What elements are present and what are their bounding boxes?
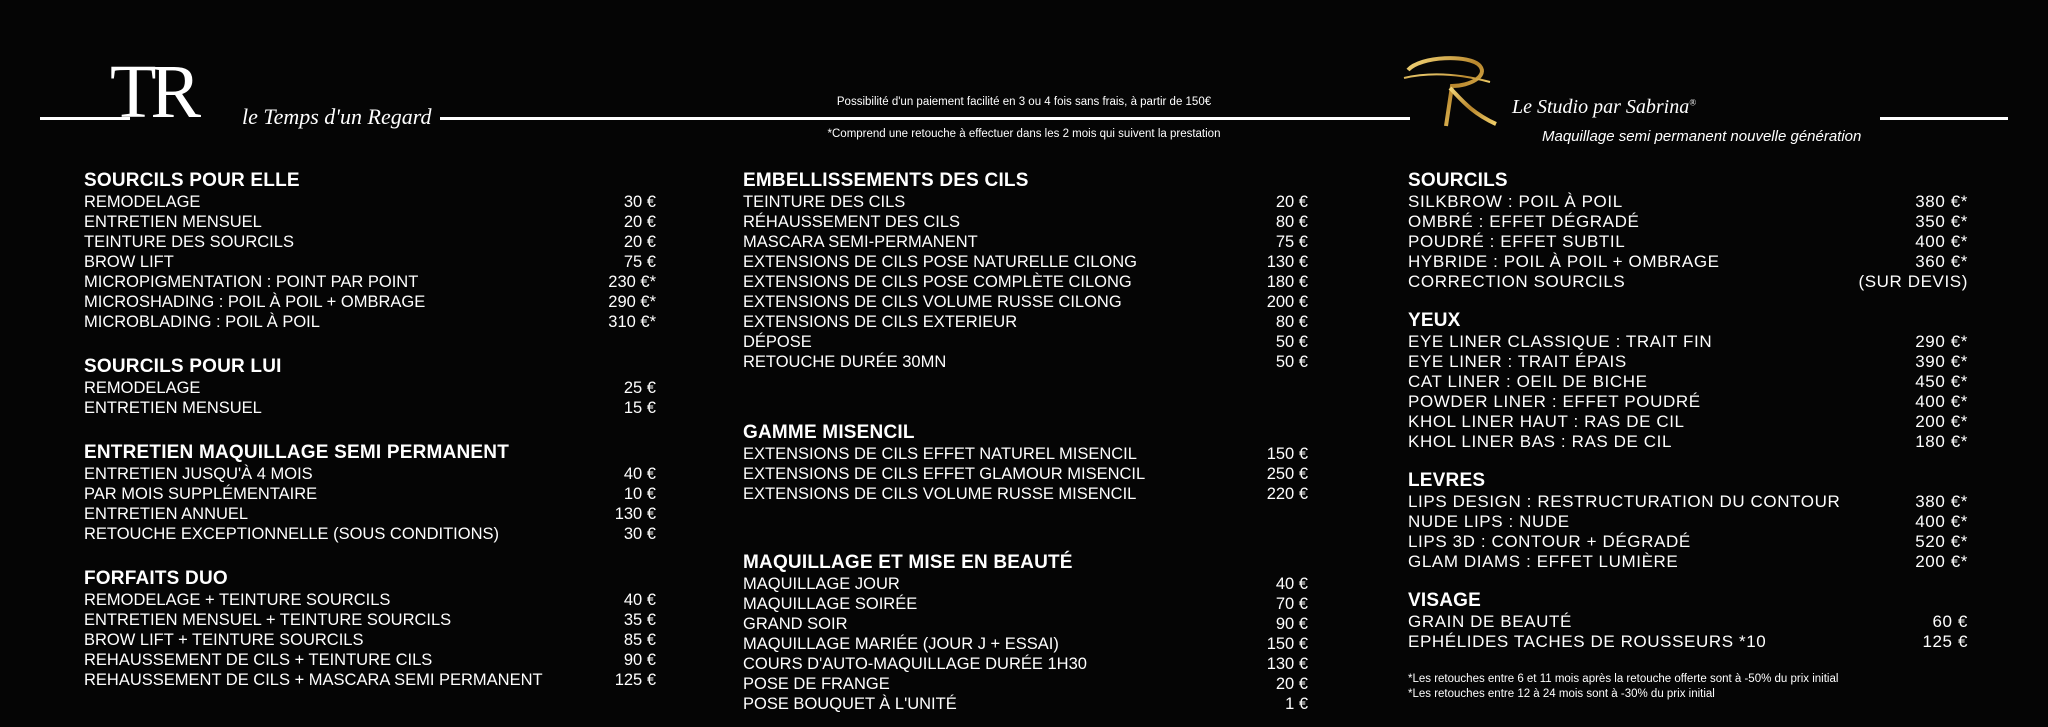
service-label: EXTENSIONS DE CILS VOLUME RUSSE MISENCIL [743, 485, 1137, 503]
service-price: 1 € [1285, 695, 1308, 713]
service-price: 30 € [623, 193, 656, 211]
price-row [84, 610, 656, 630]
studio-name: Le Studio par Sabrina® [1512, 96, 1697, 118]
price-row [743, 484, 1308, 504]
service-price: 70 € [1275, 595, 1308, 613]
column-right [1408, 170, 1968, 702]
service-label: GLAM DIAMS : EFFET LUMIÈRE [1408, 552, 1679, 571]
price-row [1408, 372, 1968, 392]
service-label: EYE LINER CLASSIQUE : TRAIT FIN [1408, 332, 1713, 351]
service-label: EXTENSIONS DE CILS VOLUME RUSSE CILONG [743, 293, 1122, 311]
price-row [743, 614, 1308, 634]
service-price: 30 € [623, 525, 656, 543]
price-row [84, 252, 656, 272]
section-title: LEVRES [1408, 470, 1486, 491]
service-label: BROW LIFT [84, 253, 174, 271]
service-label: POWDER LINER : EFFET POUDRÉ [1408, 392, 1701, 411]
service-price: 50 € [1275, 353, 1308, 371]
price-section [1408, 170, 1968, 292]
service-label: LIPS DESIGN : RESTRUCTURATION DU CONTOUR [1408, 492, 1841, 511]
retouch-note: *Comprend une retouche à effectuer dans les 2 mois qui suivent la prestation [827, 128, 1221, 140]
service-label: MASCARA SEMI-PERMANENT [743, 233, 978, 251]
brand-logo-right [1400, 52, 1920, 152]
section-title: SOURCILS POUR ELLE [84, 170, 300, 191]
service-price: 360 €* [1915, 252, 1968, 271]
section-title: MAQUILLAGE ET MISE EN BEAUTÉ [743, 552, 1073, 573]
price-row [743, 654, 1308, 674]
service-label: CORRECTION SOURCILS [1408, 272, 1626, 291]
service-price: 380 €* [1915, 492, 1968, 511]
price-row [1408, 232, 1968, 252]
footnote: *Les retouches entre 12 à 24 mois sont à -30% du prix initial [1408, 688, 1715, 700]
service-label: GRAND SOIR [743, 615, 848, 633]
service-label: TEINTURE DES CILS [743, 193, 906, 211]
price-row [84, 398, 656, 418]
service-label: COURS D'AUTO-MAQUILLAGE DURÉE 1H30 [743, 655, 1087, 673]
price-section [84, 356, 656, 418]
service-price: 20 € [1275, 675, 1308, 693]
service-price: 125 € [614, 671, 656, 689]
price-row [1408, 192, 1968, 212]
service-label: REMODELAGE + TEINTURE SOURCILS [84, 591, 391, 609]
brand-logo-left [110, 52, 440, 132]
service-price: 90 € [623, 651, 656, 669]
price-row [743, 332, 1308, 352]
price-row [743, 694, 1308, 714]
service-label: KHOL LINER HAUT : RAS DE CIL [1408, 412, 1685, 431]
price-row [743, 352, 1308, 372]
price-row [1408, 492, 1968, 512]
price-row [1408, 632, 1968, 652]
price-row [1408, 552, 1968, 572]
service-label: MICROPIGMENTATION : POINT PAR POINT [84, 273, 419, 291]
price-row [743, 212, 1308, 232]
service-label: SILKBROW : POIL À POIL [1408, 192, 1623, 211]
price-row [84, 232, 656, 252]
service-price: 310 €* [608, 313, 656, 331]
section-title: GAMME MISENCIL [743, 422, 915, 443]
price-row [1408, 252, 1968, 272]
service-price: 130 € [1266, 655, 1308, 673]
service-price: 75 € [623, 253, 656, 271]
price-section [1408, 310, 1968, 452]
price-row [743, 594, 1308, 614]
price-row [1408, 412, 1968, 432]
service-label: ENTRETIEN JUSQU'À 4 MOIS [84, 465, 313, 483]
service-label: EXTENSIONS DE CILS POSE NATURELLE CILONG [743, 253, 1137, 271]
service-label: NUDE LIPS : NUDE [1408, 512, 1570, 531]
price-row [1408, 352, 1968, 372]
price-row [743, 192, 1308, 212]
price-row [743, 252, 1308, 272]
price-row [84, 484, 656, 504]
service-price: 25 € [623, 379, 656, 397]
price-row [743, 444, 1308, 464]
price-row [1408, 532, 1968, 552]
service-price: 125 € [1922, 632, 1968, 651]
price-section [84, 442, 656, 544]
service-price: 400 €* [1915, 512, 1968, 531]
service-label: REMODELAGE [84, 193, 201, 211]
service-price: 290 €* [608, 293, 656, 311]
section-title: FORFAITS DUO [84, 568, 228, 589]
price-section [743, 552, 1308, 714]
service-price: 380 €* [1915, 192, 1968, 211]
price-section [1408, 590, 1968, 652]
service-price: 130 € [614, 505, 656, 523]
price-section [743, 422, 1308, 504]
service-label: KHOL LINER BAS : RAS DE CIL [1408, 432, 1673, 451]
price-row [84, 192, 656, 212]
service-price: 520 €* [1915, 532, 1968, 551]
price-row [743, 292, 1308, 312]
service-label: POUDRÉ : EFFET SUBTIL [1408, 232, 1626, 251]
service-price: 80 € [1275, 213, 1308, 231]
price-row [84, 292, 656, 312]
service-price: 20 € [1275, 193, 1308, 211]
price-row [84, 504, 656, 524]
service-label: REHAUSSEMENT DE CILS + TEINTURE CILS [84, 651, 433, 669]
price-row [1408, 432, 1968, 452]
header-divider-left-2 [440, 117, 1410, 120]
service-label: EPHÉLIDES TACHES DE ROUSSEURS *10 [1408, 632, 1767, 651]
service-price: 390 €* [1915, 352, 1968, 371]
payment-note: Possibilité d'un paiement facilité en 3 ou 4 fois sans frais, à partir de 150€ [836, 96, 1212, 108]
service-price: 40 € [623, 591, 656, 609]
service-label: DÉPOSE [743, 333, 812, 351]
price-section [84, 568, 656, 690]
service-price: 200 €* [1915, 552, 1968, 571]
service-price: 200 €* [1915, 412, 1968, 431]
footnotes [1408, 672, 1968, 702]
service-price: 230 €* [608, 273, 656, 291]
section-title: SOURCILS [1408, 170, 1508, 191]
service-label: EXTENSIONS DE CILS EFFET GLAMOUR MISENCIL [743, 465, 1146, 483]
price-row [84, 378, 656, 398]
service-label: RETOUCHE EXCEPTIONNELLE (SOUS CONDITIONS) [84, 525, 500, 543]
service-label: RETOUCHE DURÉE 30MN [743, 353, 947, 371]
price-row [84, 630, 656, 650]
price-row [1408, 212, 1968, 232]
price-section [743, 170, 1308, 372]
service-label: EXTENSIONS DE CILS POSE COMPLÈTE CILONG [743, 273, 1132, 291]
service-price: 15 € [623, 399, 656, 417]
price-row [743, 272, 1308, 292]
service-price: 85 € [623, 631, 656, 649]
price-row [743, 674, 1308, 694]
price-row [1408, 512, 1968, 532]
service-price: 50 € [1275, 333, 1308, 351]
service-label: ENTRETIEN MENSUEL [84, 213, 262, 231]
service-price: 75 € [1275, 233, 1308, 251]
service-label: TEINTURE DES SOURCILS [84, 233, 294, 251]
service-price: 150 € [1266, 635, 1308, 653]
price-row [84, 464, 656, 484]
section-title: SOURCILS POUR LUI [84, 356, 282, 377]
service-price: 180 € [1266, 273, 1308, 291]
service-price: 40 € [623, 465, 656, 483]
service-price: 20 € [623, 233, 656, 251]
logo-mark: TR [110, 50, 196, 134]
service-price: 220 € [1266, 485, 1308, 503]
service-price: 40 € [1275, 575, 1308, 593]
service-label: MAQUILLAGE MARIÉE (JOUR J + ESSAI) [743, 635, 1059, 653]
service-label: EYE LINER : TRAIT ÉPAIS [1408, 352, 1627, 371]
price-row [84, 524, 656, 544]
service-price: 450 €* [1915, 372, 1968, 391]
service-price: 180 €* [1915, 432, 1968, 451]
service-label: ENTRETIEN MENSUEL [84, 399, 262, 417]
price-row [84, 212, 656, 232]
price-row [1408, 332, 1968, 352]
studio-tagline: Maquillage semi permanent nouvelle génération [1542, 128, 1862, 145]
service-price: 250 € [1266, 465, 1308, 483]
service-price: 20 € [623, 213, 656, 231]
gold-monogram-icon [1400, 52, 1510, 132]
price-section [84, 170, 656, 332]
price-row [1408, 392, 1968, 412]
service-price: 350 €* [1915, 212, 1968, 231]
service-price: 290 €* [1915, 332, 1968, 351]
service-label: POSE BOUQUET À L'UNITÉ [743, 695, 957, 713]
price-row [84, 650, 656, 670]
service-label: EXTENSIONS DE CILS EXTERIEUR [743, 313, 1018, 331]
footnote: *Les retouches entre 6 et 11 mois après la retouche offerte sont à -50% du prix initial [1408, 673, 1839, 685]
service-price: 10 € [623, 485, 656, 503]
service-label: REMODELAGE [84, 379, 201, 397]
section-title: ENTRETIEN MAQUILLAGE SEMI PERMANENT [84, 442, 510, 463]
price-row [1408, 612, 1968, 632]
price-row [84, 312, 656, 332]
service-price: 60 € [1932, 612, 1968, 631]
service-price: 400 €* [1915, 392, 1968, 411]
service-label: CAT LINER : OEIL DE BICHE [1408, 372, 1648, 391]
service-label: MICROSHADING : POIL À POIL + OMBRAGE [84, 293, 426, 311]
service-label: PAR MOIS SUPPLÉMENTAIRE [84, 485, 318, 503]
price-section [1408, 470, 1968, 572]
service-price: 90 € [1275, 615, 1308, 633]
price-row [84, 590, 656, 610]
service-price: (SUR DEVIS) [1858, 272, 1968, 291]
section-title: YEUX [1408, 310, 1461, 331]
price-row [84, 670, 656, 690]
price-row [743, 232, 1308, 252]
section-title: EMBELLISSEMENTS DES CILS [743, 170, 1029, 191]
service-label: MAQUILLAGE JOUR [743, 575, 900, 593]
logo-text: le Temps d'un Regard [242, 104, 432, 129]
service-label: OMBRÉ : EFFET DÉGRADÉ [1408, 212, 1640, 231]
service-label: ENTRETIEN ANNUEL [84, 505, 249, 523]
column-middle [743, 170, 1308, 714]
service-label: POSE DE FRANGE [743, 675, 890, 693]
price-row [84, 272, 656, 292]
service-label: LIPS 3D : CONTOUR + DÉGRADÉ [1408, 532, 1691, 551]
service-label: EXTENSIONS DE CILS EFFET NATUREL MISENCIL [743, 445, 1137, 463]
service-price: 35 € [623, 611, 656, 629]
service-label: GRAIN DE BEAUTÉ [1408, 612, 1572, 631]
price-row [1408, 272, 1968, 292]
service-price: 400 €* [1915, 232, 1968, 251]
service-label: MICROBLADING : POIL À POIL [84, 313, 320, 331]
service-label: RÉHAUSSEMENT DES CILS [743, 213, 960, 231]
service-price: 150 € [1266, 445, 1308, 463]
section-title: VISAGE [1408, 590, 1481, 611]
price-row [743, 574, 1308, 594]
service-price: 200 € [1266, 293, 1308, 311]
price-row [743, 464, 1308, 484]
service-label: MAQUILLAGE SOIRÉE [743, 595, 918, 613]
service-label: REHAUSSEMENT DE CILS + MASCARA SEMI PERMANENT [84, 671, 543, 689]
price-row [743, 634, 1308, 654]
column-left [84, 170, 656, 690]
service-label: HYBRIDE : POIL À POIL + OMBRAGE [1408, 252, 1720, 271]
service-price: 80 € [1275, 313, 1308, 331]
service-price: 130 € [1266, 253, 1308, 271]
service-label: BROW LIFT + TEINTURE SOURCILS [84, 631, 364, 649]
price-row [743, 312, 1308, 332]
service-label: ENTRETIEN MENSUEL + TEINTURE SOURCILS [84, 611, 452, 629]
